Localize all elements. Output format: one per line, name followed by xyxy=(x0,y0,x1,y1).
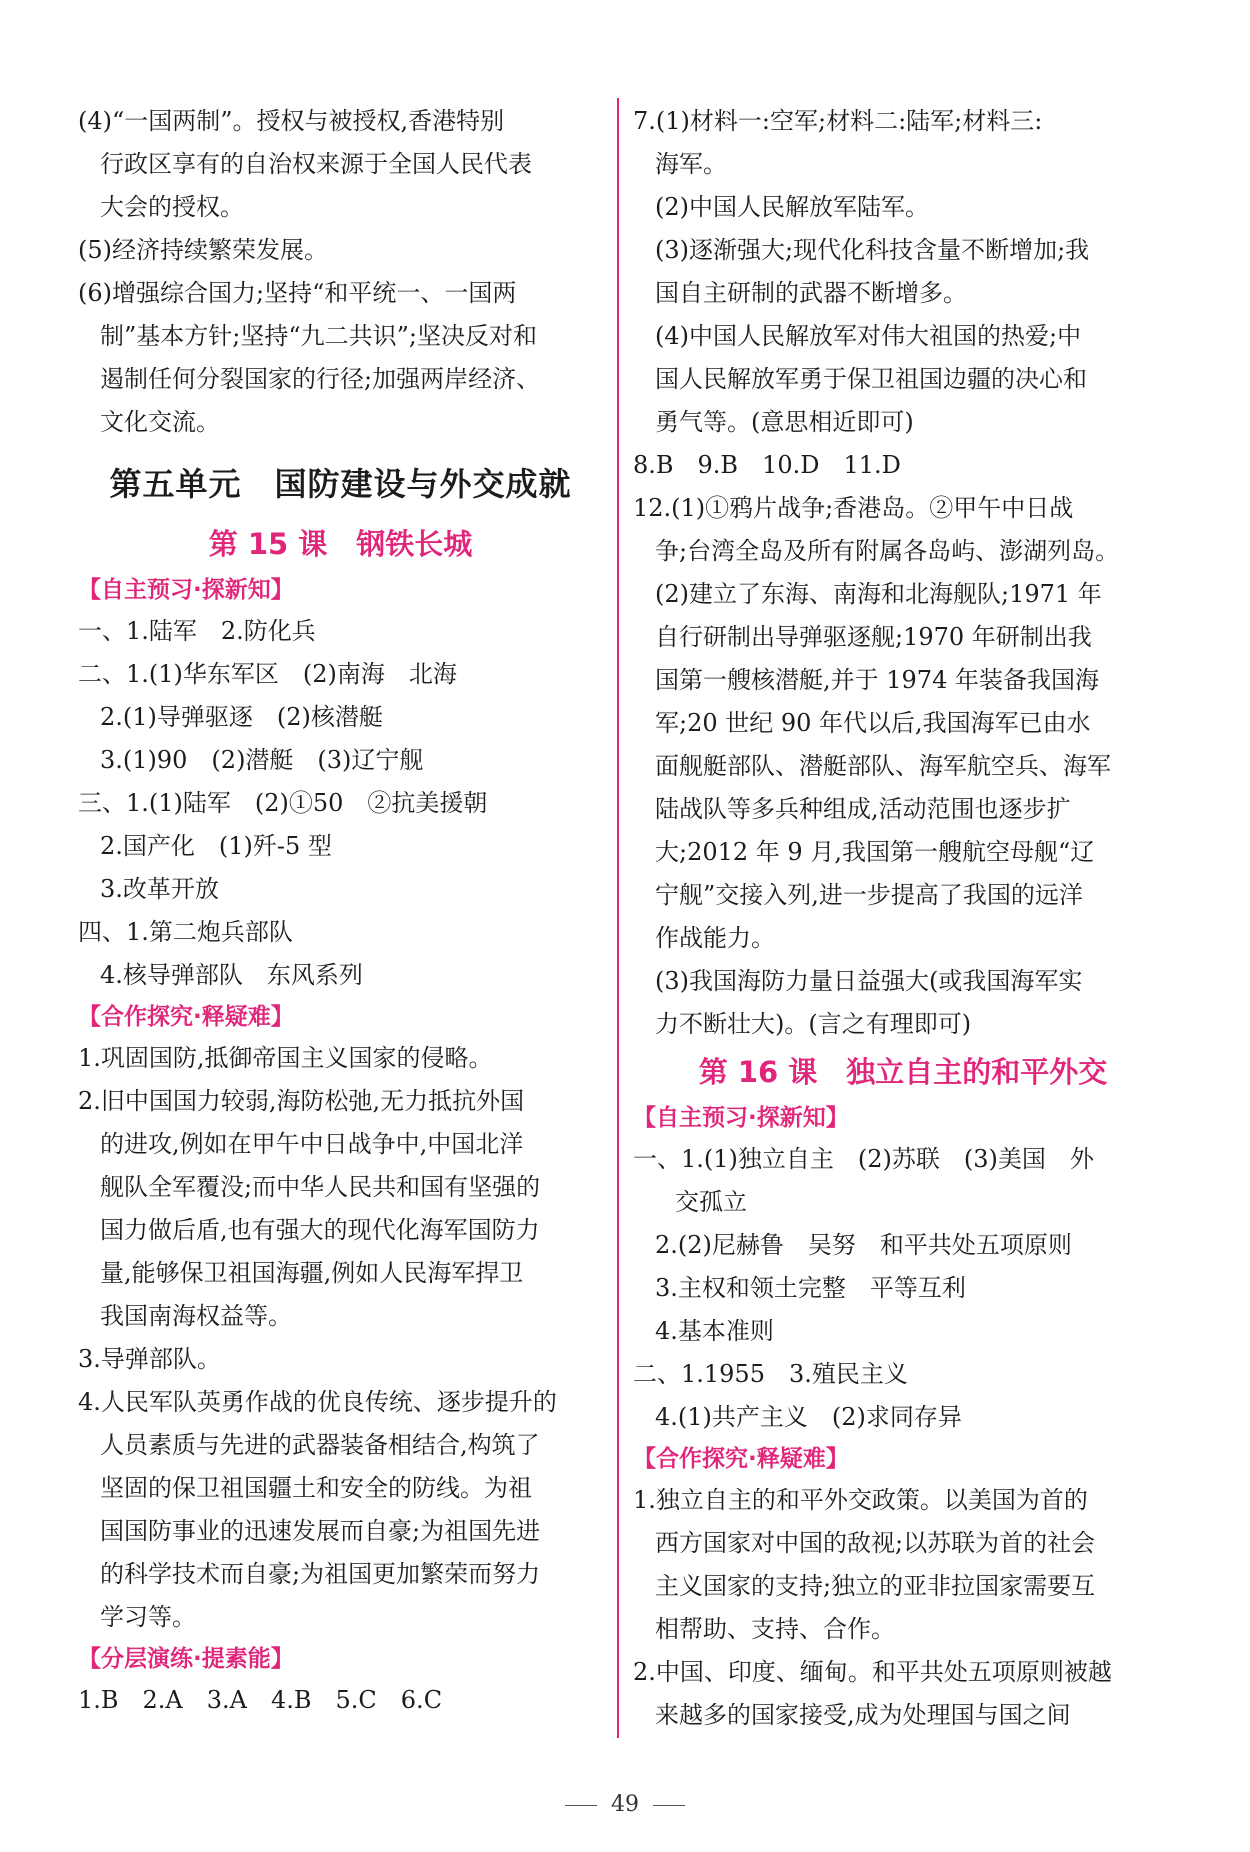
answer-line: 面舰艇部队、潜艇部队、海军航空兵、海军 xyxy=(655,752,1111,780)
answer-line: 一、1.陆军 2.防化兵 xyxy=(78,617,316,645)
answer-line: 文化交流。 xyxy=(100,408,220,436)
answer-line: 2.国产化 (1)歼-5 型 xyxy=(100,832,332,860)
left-column xyxy=(78,100,603,1722)
answer-line: 相帮助、支持、合作。 xyxy=(655,1615,895,1643)
answer-line: (6)增强综合国力;坚持“和平统一、一国两 xyxy=(78,279,517,307)
answer-line: (4)“一国两制”。授权与被授权,香港特别 xyxy=(78,107,505,135)
answer-line: 1.独立自主的和平外交政策。以美国为首的 xyxy=(633,1486,1088,1514)
answer-line: 陆战队等多兵种组成,活动范围也逐步扩 xyxy=(655,795,1071,823)
answer-line: 人员素质与先进的武器装备相结合,构筑了 xyxy=(100,1431,540,1459)
answer-line: (2)建立了东海、南海和北海舰队;1971 年 xyxy=(655,580,1102,608)
answer-line: 12.(1)①鸦片战争;香港岛。②甲午中日战 xyxy=(633,494,1074,522)
answer-line: 2.(2)尼赫鲁 吴努 和平共处五项原则 xyxy=(655,1231,1072,1259)
answer-line: 国自主研制的武器不断增多。 xyxy=(655,279,967,307)
answer-line: 4.人民军队英勇作战的优良传统、逐步提升的 xyxy=(78,1388,557,1416)
answer-line: 行政区享有的自治权来源于全国人民代表 xyxy=(100,150,532,178)
answer-line: 主义国家的支持;独立的亚非拉国家需要互 xyxy=(655,1572,1096,1600)
section-heading: 【分层演练·提素能】 xyxy=(78,1646,294,1672)
answer-line: 3.导弹部队。 xyxy=(78,1345,221,1373)
answer-line: 2.旧中国国力较弱,海防松弛,无力抵抗外国 xyxy=(78,1087,525,1115)
answer-line: 国力做后盾,也有强大的现代化海军国防力 xyxy=(100,1216,540,1244)
answer-line: 我国南海权益等。 xyxy=(100,1302,292,1330)
answer-line: 一、1.(1)独立自主 (2)苏联 (3)美国 外 xyxy=(633,1145,1094,1173)
answer-line: 坚固的保卫祖国疆土和安全的防线。为祖 xyxy=(100,1474,532,1502)
section-heading: 【合作探究·释疑难】 xyxy=(78,1004,294,1030)
answer-line: 1.巩固国防,抵御帝国主义国家的侵略。 xyxy=(78,1044,493,1072)
answer-line: 交孤立 xyxy=(675,1188,747,1216)
answer-line: 西方国家对中国的敌视;以苏联为首的社会 xyxy=(655,1529,1096,1557)
page-number-value: 49 xyxy=(611,1792,639,1817)
answer-line: 3.(1)90 (2)潜艇 (3)辽宁舰 xyxy=(100,746,424,774)
answer-line: 量,能够保卫祖国海疆,例如人民海军捍卫 xyxy=(100,1259,524,1287)
answer-line: (3)我国海防力量日益强大(或我国海军实 xyxy=(655,967,1083,995)
answer-line: (5)经济持续繁荣发展。 xyxy=(78,236,328,264)
answer-line: 7.(1)材料一:空军;材料二:陆军;材料三: xyxy=(633,107,1043,135)
answer-line: 国第一艘核潜艇,并于 1974 年装备我国海 xyxy=(655,666,1099,694)
unit-title: 第五单元 国防建设与外交成就 xyxy=(109,465,572,503)
answer-line: (3)逐渐强大;现代化科技含量不断增加;我 xyxy=(655,236,1090,264)
answer-line: 大;2012 年 9 月,我国第一艘航空母舰“辽 xyxy=(655,838,1095,866)
answer-line: 作战能力。 xyxy=(655,924,775,952)
answer-line: 2.中国、印度、缅甸。和平共处五项原则被越 xyxy=(633,1658,1112,1686)
answer-line: 自行研制出导弹驱逐舰;1970 年研制出我 xyxy=(655,623,1092,651)
answer-line: 来越多的国家接受,成为处理国与国之间 xyxy=(655,1701,1071,1729)
answer-line: 的科学技术而自豪;为祖国更加繁荣而努力 xyxy=(100,1560,541,1588)
answer-line: (2)中国人民解放军陆军。 xyxy=(655,193,929,221)
answer-line: 四、1.第二炮兵部队 xyxy=(78,918,293,946)
answer-line: 二、1.(1)华东军区 (2)南海 北海 xyxy=(78,660,457,688)
section-heading: 【自主预习·探新知】 xyxy=(78,577,294,603)
answer-line: 力不断壮大)。(言之有理即可) xyxy=(655,1010,972,1038)
section-heading: 【自主预习·探新知】 xyxy=(633,1105,849,1131)
answer-line: 舰队全军覆没;而中华人民共和国有坚强的 xyxy=(100,1173,541,1201)
answer-line: 军;20 世纪 90 年代以后,我国海军已由水 xyxy=(655,709,1091,737)
section-heading: 【合作探究·释疑难】 xyxy=(633,1446,849,1472)
answer-line: 的进攻,例如在甲午中日战争中,中国北洋 xyxy=(100,1130,524,1158)
answer-line: 1.B 2.A 3.A 4.B 5.C 6.C xyxy=(78,1686,443,1714)
answer-line: 4.核导弹部队 东风系列 xyxy=(100,961,363,989)
answer-line: 国人民解放军勇于保卫祖国边疆的决心和 xyxy=(655,365,1087,393)
answer-line: 3.改革开放 xyxy=(100,875,219,903)
answer-line: 4.(1)共产主义 (2)求同存异 xyxy=(655,1403,962,1431)
lesson-title: 第 15 课 钢铁长城 xyxy=(208,527,473,561)
page-number-dash-right xyxy=(653,1805,685,1806)
answer-line: 三、1.(1)陆军 (2)①50 ②抗美援朝 xyxy=(78,789,488,817)
answer-line: 海军。 xyxy=(655,150,727,178)
answer-line: 二、1.1955 3.殖民主义 xyxy=(633,1360,908,1388)
answer-line: (4)中国人民解放军对伟大祖国的热爱;中 xyxy=(655,322,1082,350)
page-number-dash-left xyxy=(565,1805,597,1806)
column-divider xyxy=(617,98,619,1738)
answer-line: 制”基本方针;坚持“九二共识”;坚决反对和 xyxy=(100,322,537,350)
answer-line: 学习等。 xyxy=(100,1603,196,1631)
page-number xyxy=(0,1792,1250,1817)
answer-line: 大会的授权。 xyxy=(100,193,244,221)
answer-line: 4.基本准则 xyxy=(655,1317,774,1345)
answer-line: 国国防事业的迅速发展而自豪;为祖国先进 xyxy=(100,1517,541,1545)
answer-line: 遏制任何分裂国家的行径;加强两岸经济、 xyxy=(100,365,541,393)
answer-line: 3.主权和领土完整 平等互利 xyxy=(655,1274,966,1302)
answer-line: 8.B 9.B 10.D 11.D xyxy=(633,451,901,479)
answer-line: 争;台湾全岛及所有附属各岛屿、澎湖列岛。 xyxy=(655,537,1120,565)
lesson-title: 第 16 课 独立自主的和平外交 xyxy=(698,1055,1108,1089)
answer-line: 宁舰”交接入列,进一步提高了我国的远洋 xyxy=(655,881,1083,909)
right-column xyxy=(633,100,1173,1737)
answer-line: 勇气等。(意思相近即可) xyxy=(655,408,914,436)
answer-line: 2.(1)导弹驱逐 (2)核潜艇 xyxy=(100,703,383,731)
